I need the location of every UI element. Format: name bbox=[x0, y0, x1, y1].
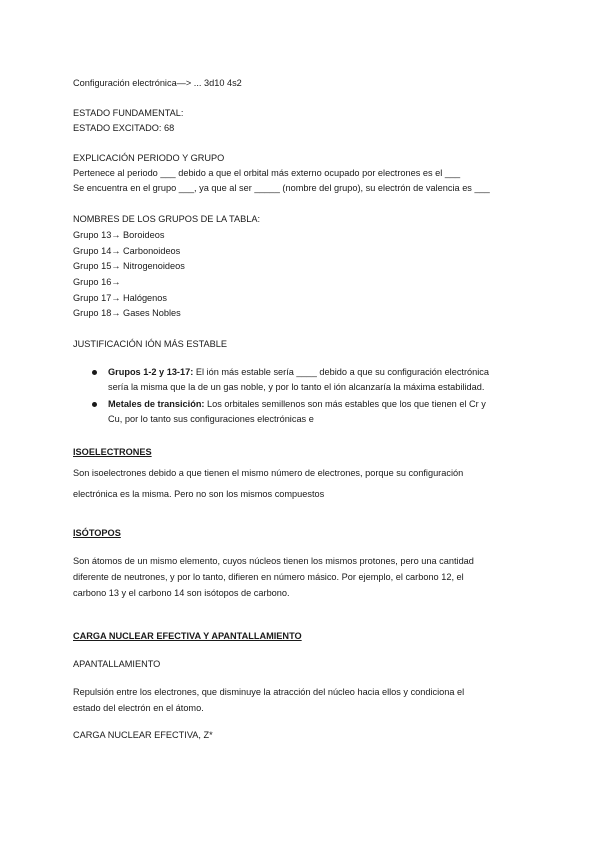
apantallamiento-line: Repulsión entre los electrones, que disminuye la atracción del núcleo hacia ellos y condiciona el bbox=[73, 687, 465, 697]
bullet-dot bbox=[92, 402, 97, 407]
bullet-bold-label: Grupos 1-2 y 13-17: bbox=[108, 367, 194, 377]
isotopos-line: diferente de neutrones, y por lo tanto, difieren en número másico. Por ejemplo, el carbono 12, el bbox=[73, 572, 464, 582]
bullet-bold-label: Metales de transición: bbox=[108, 399, 205, 409]
estado-excitado: ESTADO EXCITADO: 68 bbox=[73, 123, 175, 133]
justificacion-heading: JUSTIFICACIÓN IÓN MÁS ESTABLE bbox=[73, 339, 227, 349]
bullet-dot bbox=[92, 370, 97, 375]
bullet-line: Cu, por lo tanto sus configuraciones electrónicas e bbox=[108, 414, 314, 424]
apantallamiento-line: estado del electrón en el átomo. bbox=[73, 703, 204, 713]
grupo-item: Grupo 18→ Gases Nobles bbox=[73, 308, 181, 318]
isoelectrones-line: electrónica es la misma. Pero no son los mismos compuestos bbox=[73, 489, 325, 499]
isotopos-heading: ISÓTOPOS bbox=[73, 528, 121, 538]
bullet-line: sería la misma que la de un gas noble, y por lo tanto el ión alcanzaría la máxima estabilidad. bbox=[108, 382, 485, 392]
explicacion-line: Se encuentra en el grupo ___, ya que al ser _____ (nombre del grupo), su electrón de valencia es ___ bbox=[73, 183, 490, 193]
grupo-item: Grupo 16→ bbox=[73, 277, 121, 287]
explicacion-heading: EXPLICACIÓN PERIODO Y GRUPO bbox=[73, 153, 225, 163]
explicacion-line: Pertenece al periodo ___ debido a que el orbital más externo ocupado por electrones es el ___ bbox=[73, 168, 461, 178]
bullet-line bbox=[108, 398, 486, 410]
grupo-item: Grupo 17→ Halógenos bbox=[73, 293, 167, 303]
isotopos-line: Son átomos de un mismo elemento, cuyos núcleos tienen los mismos protones, pero una cantidad bbox=[73, 556, 474, 566]
bullet-text: Los orbitales semillenos son más estables que los que tienen el Cr y bbox=[204, 399, 486, 409]
bullet-text: El ión más estable sería ____ debido a que su configuración electrónica bbox=[193, 367, 489, 377]
config-line: Configuración electrónica—> ... 3d10 4s2 bbox=[73, 78, 242, 88]
carga-efectiva-heading: CARGA NUCLEAR EFECTIVA, Z* bbox=[73, 730, 213, 740]
isoelectrones-heading: ISOELECTRONES bbox=[73, 447, 152, 457]
isotopos-line: carbono 13 y el carbono 14 son isótopos de carbono. bbox=[73, 588, 290, 598]
grupo-item: Grupo 13→ Boroideos bbox=[73, 230, 165, 240]
bullet-line bbox=[108, 366, 489, 378]
estado-fundamental: ESTADO FUNDAMENTAL: bbox=[73, 108, 184, 118]
grupo-item: Grupo 14→ Carbonoideos bbox=[73, 246, 181, 256]
nombres-heading: NOMBRES DE LOS GRUPOS DE LA TABLA: bbox=[73, 214, 261, 224]
carga-heading: CARGA NUCLEAR EFECTIVA Y APANTALLAMIENTO bbox=[73, 631, 302, 641]
isoelectrones-line: Son isoelectrones debido a que tienen el mismo número de electrones, porque su configuración bbox=[73, 468, 464, 478]
apantallamiento-heading: APANTALLAMIENTO bbox=[73, 659, 161, 669]
grupo-item: Grupo 15→ Nitrogenoideos bbox=[73, 261, 185, 271]
